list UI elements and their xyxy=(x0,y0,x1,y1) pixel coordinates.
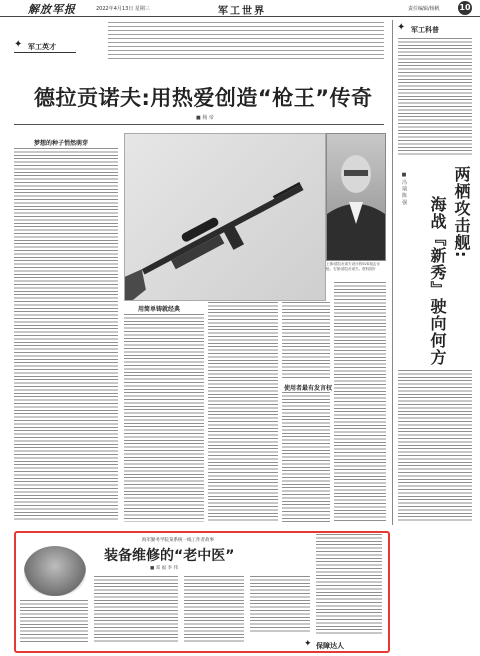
intro-text-block xyxy=(108,22,384,62)
portrait-caption: 上图:德拉贡诺夫设计的SVD狙击步枪。右图:德拉贡诺夫。资料图片 xyxy=(326,262,380,271)
right-byline: ■ 冯 瑞 陈 强 xyxy=(401,172,407,205)
feature-text-4 xyxy=(250,576,310,634)
feature-text-2 xyxy=(94,576,178,644)
feature-byline: ■ 邓 福 李 伟 xyxy=(150,566,178,571)
star-icon: ✦ xyxy=(14,39,23,50)
article-byline: ■ 杨 帝 xyxy=(196,115,214,121)
section-title: 军工世界 xyxy=(218,6,266,17)
feature-kicker: 海军勤务学院某系统一线工作者故事 xyxy=(142,538,214,543)
body-column-4 xyxy=(282,302,330,378)
right-title-line-1: 两栖攻击舰: xyxy=(452,166,471,259)
subhead-2: 用简单铸就经典 xyxy=(138,306,181,313)
right-column-text-top xyxy=(398,38,472,156)
feature-text-5 xyxy=(316,534,382,634)
issue-date: 2022年4月13日 星期三 xyxy=(96,6,150,12)
body-column-1 xyxy=(14,148,118,522)
newspaper-logo: 解放军报 xyxy=(28,3,76,16)
body-column-3 xyxy=(208,302,278,522)
right-kicker: 军工科普 xyxy=(411,26,439,34)
article-headline: 德拉贡诺夫:用热爱创造“枪王”传奇 xyxy=(34,86,373,110)
portrait-illustration xyxy=(327,134,385,260)
headline-divider xyxy=(14,124,384,125)
page-number: 10 xyxy=(458,1,472,15)
star-icon: ✦ xyxy=(397,22,406,33)
rifle-illustration xyxy=(125,134,325,300)
page-editor: 责任编辑/杨帆 xyxy=(408,6,440,12)
body-column-6 xyxy=(334,282,386,522)
feature-title: 装备维修的“老中医” xyxy=(104,548,235,564)
right-title-line-2: 海战『新秀』驶向何方 xyxy=(428,196,447,366)
feature-text-1 xyxy=(20,600,88,644)
right-column-text-bottom xyxy=(398,370,472,522)
subhead-3: 使用者最有发言权 xyxy=(284,385,333,392)
portrait-photo xyxy=(326,133,386,261)
body-column-2 xyxy=(124,314,204,522)
body-column-5 xyxy=(282,392,330,522)
subhead-1: 梦想的种子悄然萌芽 xyxy=(34,140,89,147)
rifle-photo xyxy=(124,133,326,301)
feature-badge: 保障达人 xyxy=(316,642,344,650)
feature-photo xyxy=(24,546,86,596)
kicker-label: 军工英才 xyxy=(28,43,56,51)
star-icon: ✦ xyxy=(304,639,312,649)
feature-text-3 xyxy=(184,576,244,644)
